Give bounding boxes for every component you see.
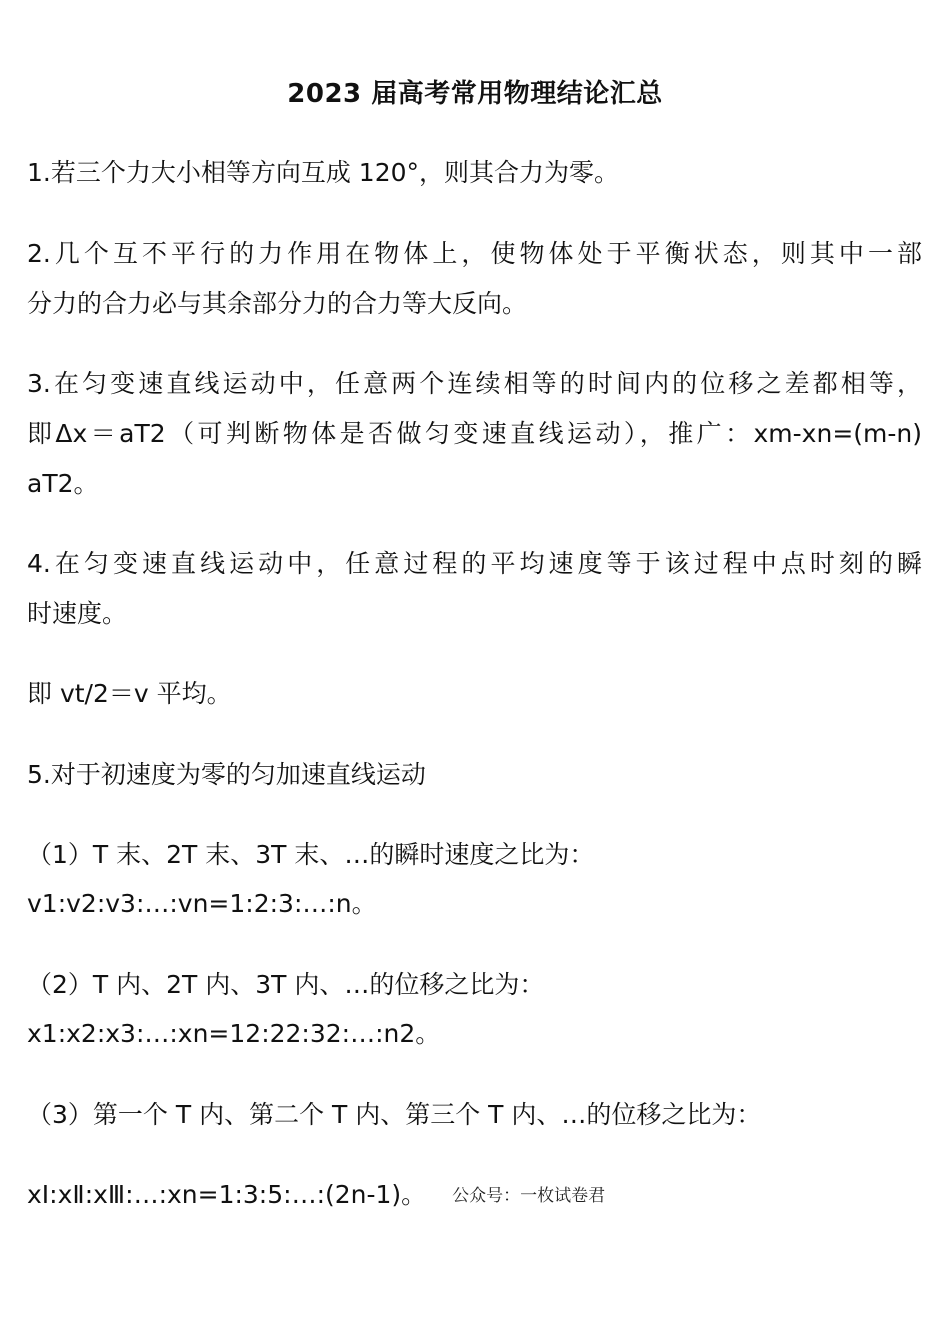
conclusion-1: 1.若三个力大小相等方向互成 120°，则其合力为零。: [27, 158, 620, 187]
conclusion-5-heading: 5.对于初速度为零的匀加速直线运动: [27, 760, 426, 789]
page-title: 2023 届高考常用物理结论汇总: [287, 79, 663, 109]
conclusion-4-line-1: 4.在匀变速直线运动中，任意过程的平均速度等于该过程中点时刻的瞬: [27, 549, 922, 578]
conclusion-4-line-2: 时速度。: [27, 599, 128, 628]
conclusion-5-item-1-formula: v1:v2:v3:…:vn=1:2:3:…:n。: [27, 889, 377, 918]
conclusion-5-item-2-formula: x1:x2:x3:…:xn=12:22:32:…:n2。: [27, 1019, 441, 1048]
conclusion-5-item-2-text: （2）T 内、2T 内、3T 内、…的位移之比为：: [27, 970, 545, 999]
conclusion-5-item-3-row: [27, 1177, 922, 1214]
conclusion-4-formula: 即 vt/2＝v 平均。: [27, 679, 232, 708]
conclusion-2-line-2: 分力的合力必与其余部分力的合力等大反向。: [27, 289, 528, 318]
conclusion-5-item-3-formula: xⅠ:xⅡ:xⅢ:…:xn=1:3:5:…:(2n-1)。: [27, 1180, 427, 1209]
watermark-text: 公众号：一枚试卷君: [452, 1186, 606, 1206]
conclusion-5-item-1-text: （1）T 末、2T 末、3T 末、…的瞬时速度之比为：: [27, 840, 595, 869]
conclusion-2-line-1: 2.几个互不平行的力作用在物体上，使物体处于平衡状态，则其中一部: [27, 239, 922, 268]
conclusion-3-line-3: aT2。: [27, 469, 99, 498]
conclusion-3-line-1: 3.在匀变速直线运动中，任意两个连续相等的时间内的位移之差都相等，: [27, 369, 922, 398]
conclusion-5-item-3-text: （3）第一个 T 内、第二个 T 内、第三个 T 内、…的位移之比为：: [27, 1100, 762, 1129]
conclusion-3-line-2: 即Δx＝aT2（可判断物体是否做匀变速直线运动），推广：xm-xn=(m-n): [27, 419, 922, 448]
